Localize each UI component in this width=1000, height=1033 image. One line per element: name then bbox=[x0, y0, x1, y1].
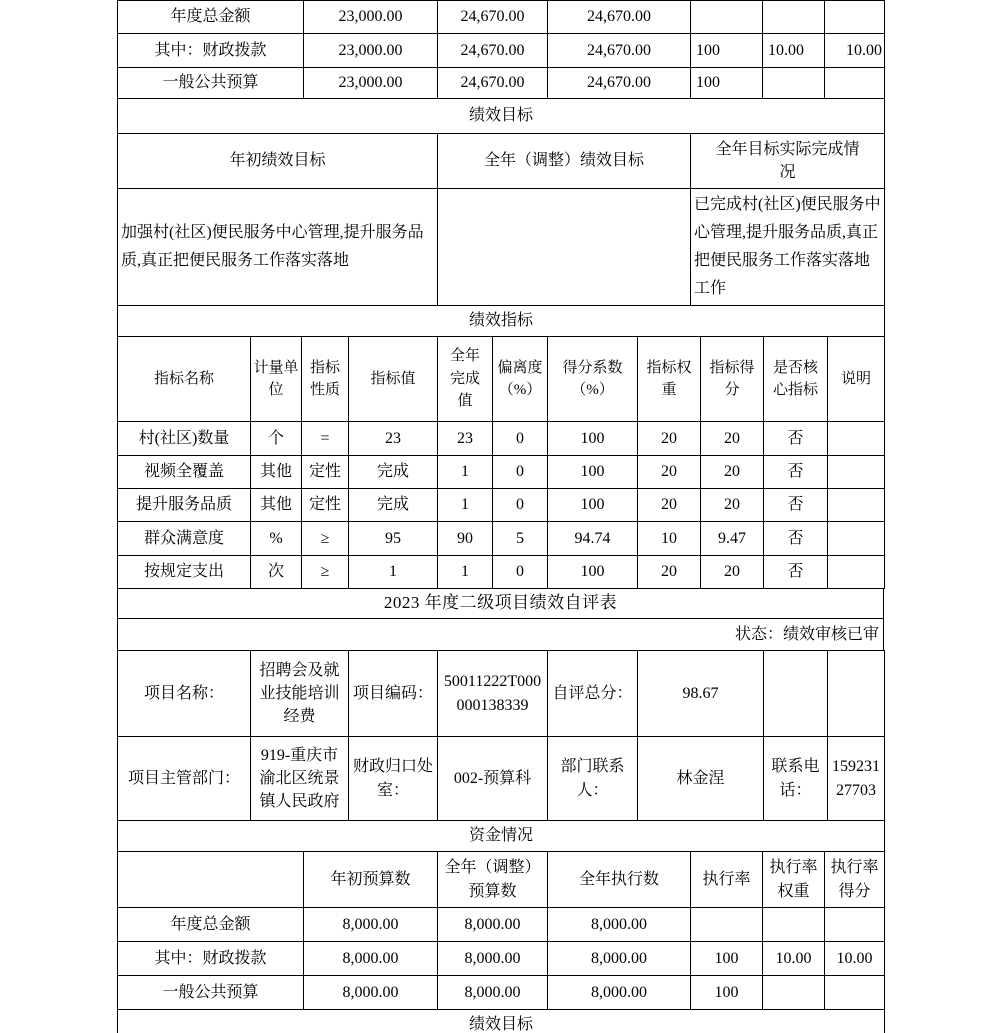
project-info-table bbox=[117, 650, 885, 821]
indicator-row bbox=[118, 556, 885, 589]
indicator-name: 村(社区)数量 bbox=[118, 422, 251, 456]
indicator-note bbox=[828, 489, 885, 522]
dept-label: 项目主管部门： bbox=[118, 737, 251, 821]
column-header: 说明 bbox=[828, 337, 885, 422]
contact-value: 林金涅 bbox=[638, 737, 764, 821]
execution-rate-score bbox=[825, 68, 885, 99]
indicators-header-row bbox=[118, 337, 885, 422]
column-header: 是否核心指标 bbox=[764, 337, 828, 422]
budget-adjusted: 8,000.00 bbox=[438, 976, 548, 1010]
indicator-score: 20 bbox=[701, 489, 764, 522]
indicator-unit: 其他 bbox=[251, 456, 302, 489]
execution-rate: 100 bbox=[691, 68, 763, 99]
table-row bbox=[118, 976, 885, 1010]
indicator-score-coef: 100 bbox=[548, 456, 638, 489]
execution-rate-weight bbox=[763, 976, 825, 1010]
indicator-target: 95 bbox=[349, 522, 438, 556]
budget-initial: 8,000.00 bbox=[304, 908, 438, 942]
budget-executed: 24,670.00 bbox=[548, 1, 691, 34]
row-label: 一般公共预算 bbox=[118, 976, 304, 1010]
budget-adjusted: 8,000.00 bbox=[438, 908, 548, 942]
indicator-target: 完成 bbox=[349, 489, 438, 522]
column-header: 年初预算数 bbox=[304, 852, 438, 908]
indicator-deviation: 0 bbox=[493, 489, 548, 522]
execution-rate-weight bbox=[763, 1, 825, 34]
column-header bbox=[691, 134, 885, 189]
indicator-score-coef: 100 bbox=[548, 556, 638, 589]
table-row bbox=[118, 1, 885, 34]
fund-table-bottom bbox=[117, 820, 885, 1033]
empty-cell bbox=[828, 651, 885, 737]
row-label: 其中：财政拨款 bbox=[118, 942, 304, 976]
status-row bbox=[118, 619, 884, 651]
phone-value: 15923127703 bbox=[828, 737, 885, 821]
execution-rate bbox=[691, 908, 763, 942]
indicator-unit: 次 bbox=[251, 556, 302, 589]
row-label: 其中：财政拨款 bbox=[118, 34, 304, 68]
project-dept-row bbox=[118, 737, 885, 821]
indicator-weight: 20 bbox=[638, 422, 701, 456]
self-score-label: 自评总分： bbox=[548, 651, 638, 737]
table-row bbox=[118, 34, 885, 68]
indicator-name: 提升服务品质 bbox=[118, 489, 251, 522]
column-header: 全年（调整）绩效目标 bbox=[438, 134, 691, 189]
execution-rate bbox=[691, 1, 763, 34]
section-title: 绩效指标 bbox=[118, 306, 885, 337]
execution-rate: 100 bbox=[691, 34, 763, 68]
indicators-table bbox=[117, 305, 885, 589]
budget-adjusted: 8,000.00 bbox=[438, 942, 548, 976]
section-title: 资金情况 bbox=[118, 821, 885, 852]
indicator-row bbox=[118, 522, 885, 556]
section-title: 绩效目标 bbox=[118, 1010, 885, 1033]
execution-rate-score: 10.00 bbox=[825, 34, 885, 68]
indicator-deviation: 0 bbox=[493, 422, 548, 456]
execution-rate-weight bbox=[763, 908, 825, 942]
indicator-name: 群众满意度 bbox=[118, 522, 251, 556]
section-title: 绩效目标 bbox=[118, 99, 885, 134]
indicator-score-coef: 100 bbox=[548, 489, 638, 522]
row-label: 年度总金额 bbox=[118, 1, 304, 34]
indicator-target: 完成 bbox=[349, 456, 438, 489]
fund-table-top bbox=[117, 0, 885, 99]
empty-cell bbox=[764, 651, 828, 737]
goals-table bbox=[117, 98, 885, 306]
self-score-value: 98.67 bbox=[638, 651, 764, 737]
execution-rate: 100 bbox=[691, 976, 763, 1010]
execution-rate-weight: 10.00 bbox=[763, 34, 825, 68]
column-header-text: 全年完成值 bbox=[449, 348, 480, 410]
budget-initial: 23,000.00 bbox=[304, 1, 438, 34]
goals-header-row bbox=[118, 134, 885, 189]
column-header: 得分系数（%） bbox=[548, 337, 638, 422]
indicator-completed: 1 bbox=[438, 556, 493, 589]
table-row bbox=[118, 942, 885, 976]
initial-goal-text: 加强村(社区)便民服务中心管理,提升服务品质,真正把便民服务工作落实落地 bbox=[118, 189, 438, 306]
indicator-target: 23 bbox=[349, 422, 438, 456]
row-label: 一般公共预算 bbox=[118, 68, 304, 99]
indicator-name: 按规定支出 bbox=[118, 556, 251, 589]
budget-initial: 23,000.00 bbox=[304, 68, 438, 99]
row-label: 年度总金额 bbox=[118, 908, 304, 942]
table-row bbox=[118, 68, 885, 99]
execution-rate-score: 10.00 bbox=[825, 942, 885, 976]
actual-completion-text: 已完成村(社区)便民服务中心管理,提升服务品质,真正把便民服务工作落实落地工作 bbox=[691, 189, 885, 306]
indicator-nature: ≥ bbox=[302, 556, 349, 589]
indicator-weight: 20 bbox=[638, 489, 701, 522]
contact-label: 部门联系人： bbox=[548, 737, 638, 821]
indicator-core: 否 bbox=[764, 522, 828, 556]
column-header: 指标得分 bbox=[701, 337, 764, 422]
section-header-row bbox=[118, 821, 885, 852]
section-header-row bbox=[118, 306, 885, 337]
fund-header-row bbox=[118, 852, 885, 908]
dept-value: 919-重庆市渝北区统景镇人民政府 bbox=[251, 737, 349, 821]
indicator-deviation: 0 bbox=[493, 456, 548, 489]
budget-initial: 8,000.00 bbox=[304, 942, 438, 976]
column-header: 执行率 bbox=[691, 852, 763, 908]
indicator-nature: = bbox=[302, 422, 349, 456]
title-table bbox=[117, 588, 884, 651]
indicator-deviation: 5 bbox=[493, 522, 548, 556]
column-header: 全年（调整）预算数 bbox=[438, 852, 548, 908]
column-header: 指标值 bbox=[349, 337, 438, 422]
goals-content-row bbox=[118, 189, 885, 306]
indicator-score: 20 bbox=[701, 456, 764, 489]
indicator-note bbox=[828, 556, 885, 589]
indicator-score: 9.47 bbox=[701, 522, 764, 556]
execution-rate-score bbox=[825, 1, 885, 34]
budget-executed: 24,670.00 bbox=[548, 68, 691, 99]
indicator-core: 否 bbox=[764, 456, 828, 489]
indicator-unit: % bbox=[251, 522, 302, 556]
execution-rate-weight: 10.00 bbox=[763, 942, 825, 976]
indicator-row bbox=[118, 489, 885, 522]
column-header: 执行率得分 bbox=[825, 852, 885, 908]
indicator-score-coef: 94.74 bbox=[548, 522, 638, 556]
indicator-nature: 定性 bbox=[302, 456, 349, 489]
execution-rate-weight bbox=[763, 68, 825, 99]
column-header: 计量单位 bbox=[251, 337, 302, 422]
indicator-completed: 23 bbox=[438, 422, 493, 456]
office-label: 财政归口处室： bbox=[349, 737, 438, 821]
column-header bbox=[438, 337, 493, 422]
indicator-core: 否 bbox=[764, 489, 828, 522]
indicator-score-coef: 100 bbox=[548, 422, 638, 456]
phone-label: 联系电话： bbox=[764, 737, 828, 821]
indicator-weight: 20 bbox=[638, 556, 701, 589]
indicator-weight: 10 bbox=[638, 522, 701, 556]
indicator-completed: 1 bbox=[438, 489, 493, 522]
indicator-completed: 90 bbox=[438, 522, 493, 556]
column-header: 执行率权重 bbox=[763, 852, 825, 908]
indicator-target: 1 bbox=[349, 556, 438, 589]
indicator-nature: ≥ bbox=[302, 522, 349, 556]
column-header bbox=[118, 852, 304, 908]
office-value: 002-预算科 bbox=[438, 737, 548, 821]
column-header: 年初绩效目标 bbox=[118, 134, 438, 189]
status-badge: 状态：绩效审核已审 bbox=[118, 619, 884, 651]
project-name-label: 项目名称： bbox=[118, 651, 251, 737]
indicator-score: 20 bbox=[701, 556, 764, 589]
project-code-label: 项目编码： bbox=[349, 651, 438, 737]
indicator-completed: 1 bbox=[438, 456, 493, 489]
indicator-deviation: 0 bbox=[493, 556, 548, 589]
indicator-unit: 个 bbox=[251, 422, 302, 456]
column-header-text: 全年目标实际完成情况 bbox=[715, 140, 860, 181]
budget-executed: 8,000.00 bbox=[548, 976, 691, 1010]
indicator-core: 否 bbox=[764, 422, 828, 456]
execution-rate-score bbox=[825, 976, 885, 1010]
indicator-nature: 定性 bbox=[302, 489, 349, 522]
indicator-score: 20 bbox=[701, 422, 764, 456]
document-table-area bbox=[117, 0, 884, 1033]
indicator-weight: 20 bbox=[638, 456, 701, 489]
indicator-unit: 其他 bbox=[251, 489, 302, 522]
indicator-note bbox=[828, 522, 885, 556]
indicator-name: 视频全覆盖 bbox=[118, 456, 251, 489]
column-header: 指标名称 bbox=[118, 337, 251, 422]
column-header: 偏离度（%） bbox=[493, 337, 548, 422]
page-title: 2023 年度二级项目绩效自评表 bbox=[118, 589, 884, 619]
execution-rate: 100 bbox=[691, 942, 763, 976]
budget-initial: 23,000.00 bbox=[304, 34, 438, 68]
budget-executed: 8,000.00 bbox=[548, 908, 691, 942]
table-row bbox=[118, 908, 885, 942]
project-code-value: 50011222T000000138339 bbox=[438, 651, 548, 737]
project-name-value: 招聘会及就业技能培训经费 bbox=[251, 651, 349, 737]
indicator-core: 否 bbox=[764, 556, 828, 589]
adjusted-goal-text bbox=[438, 189, 691, 306]
indicator-row bbox=[118, 456, 885, 489]
execution-rate-score bbox=[825, 908, 885, 942]
indicator-note bbox=[828, 422, 885, 456]
project-name-row bbox=[118, 651, 885, 737]
budget-initial: 8,000.00 bbox=[304, 976, 438, 1010]
budget-adjusted: 24,670.00 bbox=[438, 1, 548, 34]
budget-adjusted: 24,670.00 bbox=[438, 34, 548, 68]
column-header: 指标性质 bbox=[302, 337, 349, 422]
indicator-note bbox=[828, 456, 885, 489]
budget-executed: 24,670.00 bbox=[548, 34, 691, 68]
column-header: 指标权重 bbox=[638, 337, 701, 422]
budget-adjusted: 24,670.00 bbox=[438, 68, 548, 99]
column-header: 全年执行数 bbox=[548, 852, 691, 908]
title-row bbox=[118, 589, 884, 619]
budget-executed: 8,000.00 bbox=[548, 942, 691, 976]
section-header-row bbox=[118, 1010, 885, 1033]
indicator-row bbox=[118, 422, 885, 456]
section-header-row bbox=[118, 99, 885, 134]
